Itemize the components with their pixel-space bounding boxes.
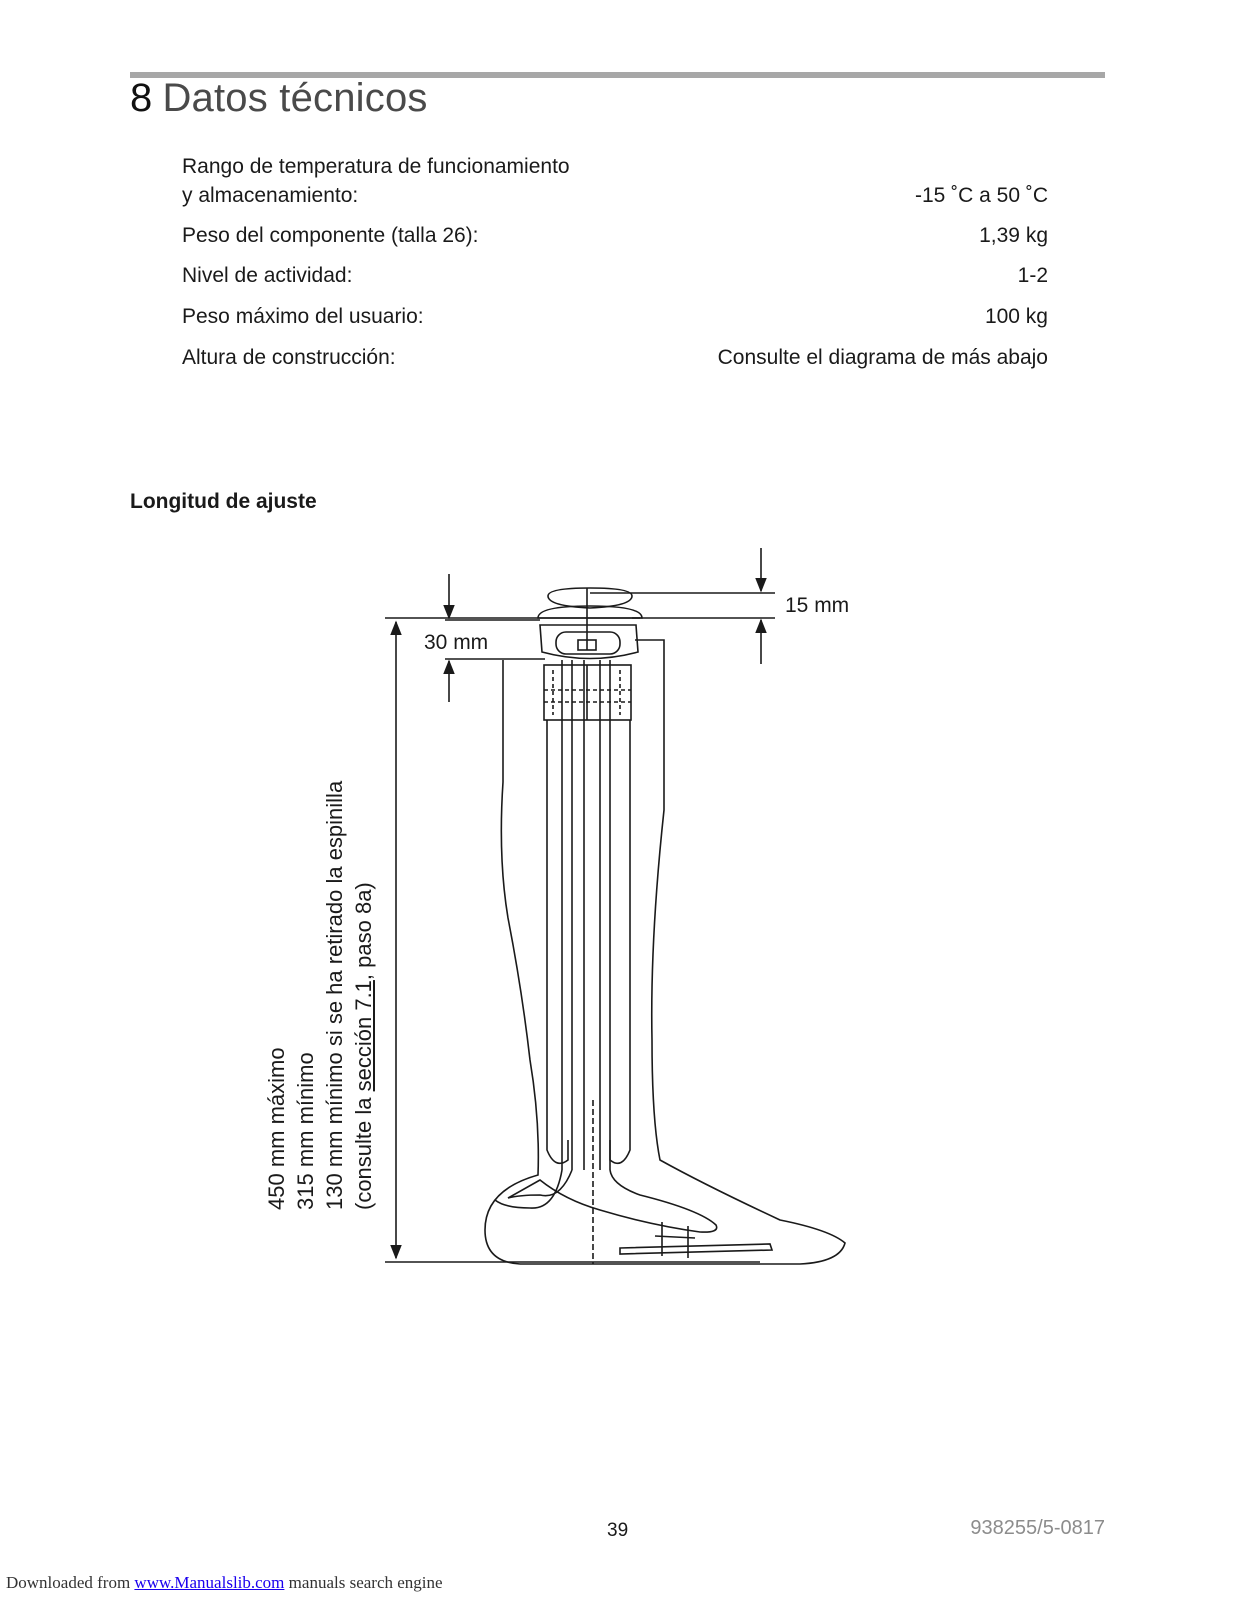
height-label-min-no-shin: 130 mm mínimo si se ha retirado la espinilla: [322, 780, 347, 1210]
foot-plate: [620, 1244, 772, 1254]
foot-spring: [508, 1170, 717, 1232]
section-number: 8: [130, 76, 153, 120]
spec-value: 1-2: [1017, 264, 1048, 287]
spec-value: -15 ˚C a 50 ˚C: [914, 184, 1048, 207]
subheading: Longitud de ajuste: [130, 490, 317, 513]
spec-value: 100 kg: [984, 305, 1048, 328]
spec-value: 1,39 kg: [979, 224, 1048, 247]
dim-label-30mm: 30 mm: [424, 631, 489, 654]
section-reference-link[interactable]: sección 7.1: [351, 980, 376, 1092]
height-label-max: 450 mm máximo: [264, 1047, 289, 1210]
document-code: 938255/5-0817: [970, 1517, 1105, 1539]
shin-front-outline: [520, 640, 845, 1264]
adapter-disk: [548, 588, 632, 608]
download-footer: Downloaded from www.Manualslib.com manuals search engine: [6, 1573, 443, 1592]
spec-label: Peso del componente (talla 26):: [182, 224, 479, 247]
height-labels: [262, 770, 378, 1210]
section-title-text: Datos técnicos: [162, 76, 428, 120]
shin-tube: [547, 720, 568, 1163]
height-label-min: 315 mm mínimo: [293, 1052, 318, 1210]
spec-label: Altura de construcción:: [182, 346, 396, 369]
dim-label-15mm: 15 mm: [785, 594, 850, 617]
shin-back-outline: [485, 660, 538, 1264]
page-number: 39: [607, 1520, 629, 1541]
spec-label: Nivel de actividad:: [182, 264, 353, 287]
spec-label: Rango de temperatura de funcionamiento y almacenamiento:: [182, 155, 570, 207]
spec-value: Consulte el diagrama de más abajo: [717, 346, 1048, 369]
spec-label: Peso máximo del usuario:: [182, 305, 424, 328]
height-label-reference: (consulte la sección 7.1, paso 8a): [351, 882, 376, 1210]
manualslib-link[interactable]: www.Manualslib.com: [134, 1573, 285, 1592]
